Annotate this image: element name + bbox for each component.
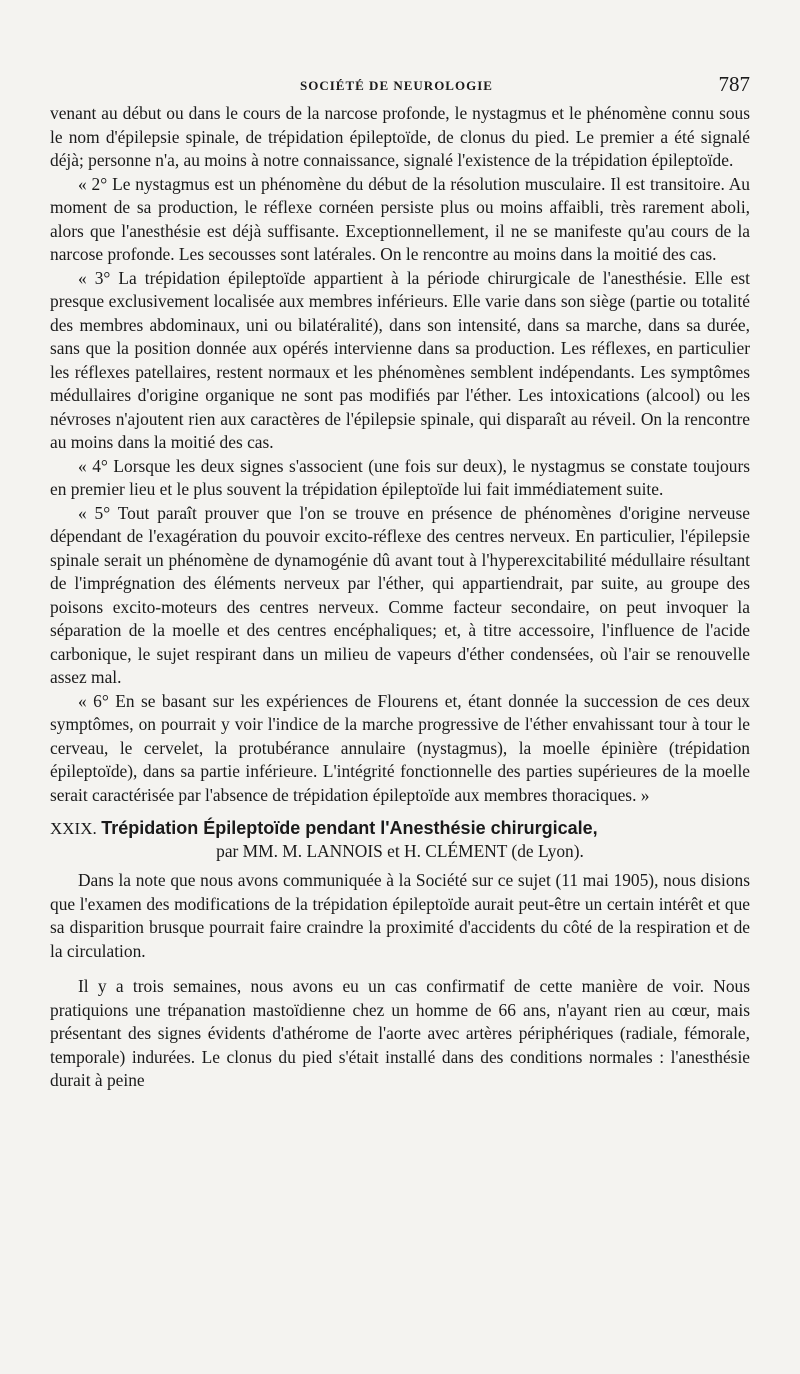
paragraph-intro: venant au début ou dans le cours de la narcose profonde, le nystagmus et le phénomène connu sous le nom d'épilepsie spinale, de trépidation épileptoïde, de clonus du pied. Le premier a été signalé déjà; personne n'a, au moins à notre connaissance, signalé l'existence de la trépidation épileptoïde. xyxy=(50,103,750,170)
page-number: 787 xyxy=(718,72,750,96)
section-paragraph-1: Dans la note que nous avons communiquée à la Société sur ce sujet (11 mai 1905), nous disions que l'examen des modifications de la trépidation épileptoïde aurait peut-être un certain intérêt et que sa disparition brusque pourrait faire craindre la proximité d'accidents du côté de la respiration et de la circulation. xyxy=(50,870,750,961)
section-authors: par MM. M. LANNOIS et H. CLÉMENT (de Lyon). xyxy=(216,841,584,861)
paragraph-point-3: « 3° La trépidation épileptoïde appartient à la période chirurgicale de l'anesthésie. Elle est presque exclusivement localisée aux membres inférieurs. Elle varie dans son siège (partie ou totalité des membres abdominaux, uni ou bilatéralité), dans son intensité, dans sa marche, dans sa durée, sans que la position donnée aux opérés intervienne dans sa production. Les réflexes, en particulier les réflexes patellaires, restent normaux et les phénomènes semblent indépendants. Les symptômes médullaires d'origine organique ne sont pas modifiés par l'éther. Les intoxications (alcool) ou les névroses n'ajoutent rien aux caractères de l'épilepsie spinale, qui disparaît au réveil. On la rencontre au moins dans la moitié des cas. xyxy=(50,267,750,452)
paragraph-point-4: « 4° Lorsque les deux signes s'associent (une fois sur deux), le nystagmus se constate toujours en premier lieu et le plus souvent la trépidation épileptoïde lui fait immédiatement suite. xyxy=(50,455,750,499)
paragraph-point-5: « 5° Tout paraît prouver que l'on se trouve en présence de phénomènes d'origine nerveuse dépendant de l'exagération du pouvoir excito-réflexe des centres nerveux. En particulier, l'épilepsie spinale serait un phénomène de dynamogénie dû avant tout à l'hyperexcitabilité médullaire résultant de l'imprégnation des éléments nerveux par l'éther, qui appartiendrait, par suite, au groupe des poisons excito-moteurs des centres nerveux. Comme facteur secondaire, on peut invoquer la séparation de la moelle et des centres encéphaliques; et, à titre accessoire, l'influence de l'acide carbonique, le sujet respirant dans un milieu de vapeurs d'éther condensées, où l'air se renouvelle assez mal. xyxy=(50,502,750,687)
paragraph-point-6: « 6° En se basant sur les expériences de Flourens et, étant donnée la succession de ces deux symptômes, on pourrait y voir l'indice de la marche progressive de l'éther envahissant tour à tour le cerveau, le cervelet, la protubérance annulaire (nystagmus), la moelle épinière (trépidation épileptoïde), dans sa partie inférieure. L'intégrité fonctionnelle des parties supérieures de la moelle serait caractérisée par l'absence de trépidation épileptoïde aux membres thoraciques. » xyxy=(50,690,750,805)
running-head: SOCIÉTÉ DE NEUROLOGIE xyxy=(300,78,493,93)
section-heading xyxy=(50,817,750,840)
paragraph-point-2: « 2° Le nystagmus est un phénomène du début de la résolution musculaire. Il est transitoire. Au moment de sa production, le réflexe cornéen persiste plus ou moins affaibli, très rarement aboli, alors que l'anesthésie est déjà suffisante. Exceptionnellement, il ne se manifeste qu'au cours de la narcose profonde. Les secousses sont latérales. On le rencontre au moins dans la moitié des cas. xyxy=(50,173,750,264)
document-page xyxy=(50,68,750,1093)
section-paragraph-2: Il y a trois semaines, nous avons eu un cas confirmatif de cette manière de voir. Nous pratiquions une trépanation mastoïdienne chez un homme de 66 ans, n'ayant rien au cœur, mais présentant des signes évidents d'athérome de l'aorte avec artères périphériques (radiale, fémorale, temporale) indurées. Le clonus du pied s'était installé dans des conditions normales : l'anesthésie durait à peine xyxy=(50,976,750,1090)
paragraph-gap xyxy=(50,963,750,975)
section-title: Trépidation Épileptoïde pendant l'Anesthésie chirurgicale, xyxy=(101,818,598,838)
page-header xyxy=(50,68,750,102)
section-number: XXIX. xyxy=(50,819,97,838)
